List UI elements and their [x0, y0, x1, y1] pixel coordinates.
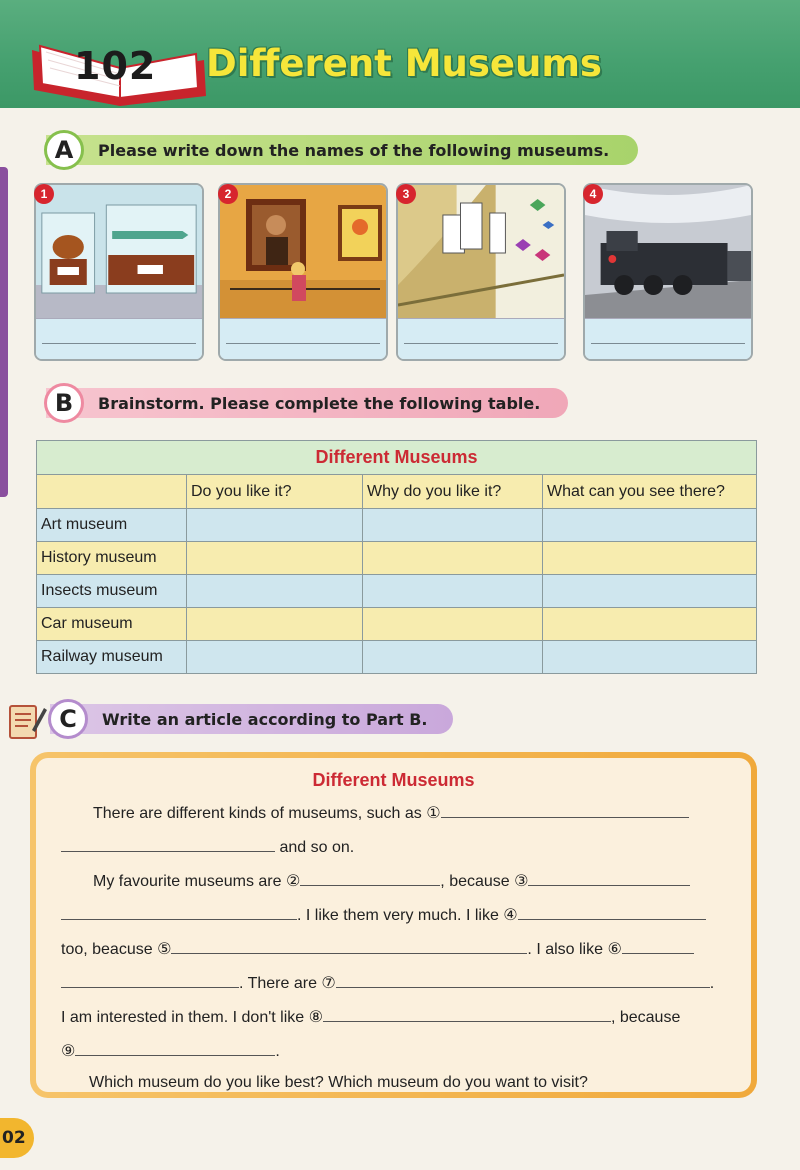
table-cell[interactable] — [543, 608, 757, 641]
blank-5[interactable] — [171, 938, 527, 954]
blank-1[interactable] — [441, 802, 689, 818]
museum-card-1 — [34, 183, 204, 361]
blank-9[interactable] — [75, 1040, 275, 1056]
blank-3-cont[interactable] — [61, 904, 297, 920]
table-cell[interactable] — [187, 542, 363, 575]
row-label-history: History museum — [37, 542, 187, 575]
blank-8[interactable] — [323, 1006, 611, 1022]
section-c-instruction: Write an article according to Part B. — [102, 709, 428, 729]
article-text: . I like them very much. I like ④ — [297, 907, 518, 924]
table-cell[interactable] — [363, 542, 543, 575]
article-line-3 — [93, 870, 690, 891]
section-c-banner — [50, 704, 453, 734]
writing-pen-icon — [6, 700, 48, 742]
section-a-letter: A — [44, 130, 84, 170]
table-header-why: Why do you like it? — [363, 475, 543, 509]
lesson-number: 102 — [74, 44, 157, 88]
blank-3[interactable] — [528, 870, 690, 886]
article-text: I am interested in them. I don't like ⑧ — [61, 1009, 323, 1026]
article-text: . I also like ⑥ — [527, 941, 622, 958]
card-number-4: 4 — [583, 184, 603, 204]
table-row — [37, 509, 757, 542]
row-label-insects: Insects museum — [37, 575, 187, 608]
section-b-instruction: Brainstorm. Please complete the following table. — [98, 393, 541, 413]
article-text: too, beacuse ⑤ — [61, 941, 172, 958]
section-a-instruction: Please write down the names of the following museums. — [98, 140, 610, 160]
blank-6-cont[interactable] — [61, 972, 239, 988]
answer-box-3[interactable] — [398, 318, 564, 361]
table-row — [37, 542, 757, 575]
museum-card-2 — [218, 183, 388, 361]
table-row — [37, 608, 757, 641]
blank-7[interactable] — [336, 972, 710, 988]
answer-box-2[interactable] — [220, 318, 386, 361]
article-line-8 — [61, 1040, 280, 1061]
table-cell[interactable] — [363, 641, 543, 674]
museum-table — [36, 440, 757, 674]
article-title: Different Museums — [312, 770, 475, 790]
article-line-6 — [61, 972, 714, 993]
article-line-5 — [61, 938, 694, 959]
article-line-2 — [61, 836, 354, 857]
insects-museum-scene — [398, 185, 564, 318]
section-b-letter: B — [44, 383, 84, 423]
blank-6[interactable] — [622, 938, 694, 954]
table-cell[interactable] — [543, 641, 757, 674]
row-label-art: Art museum — [37, 509, 187, 542]
article-text: . There are ⑦ — [239, 975, 336, 992]
museum-card-3 — [396, 183, 566, 361]
row-label-car: Car museum — [37, 608, 187, 641]
article-text: . — [275, 1043, 280, 1060]
article-line-4 — [61, 904, 706, 925]
article-text: , because — [610, 1009, 681, 1026]
card-number-3: 3 — [396, 184, 416, 204]
table-cell[interactable] — [187, 509, 363, 542]
table-cell[interactable] — [543, 575, 757, 608]
blank-1-cont[interactable] — [61, 836, 275, 852]
blank-2[interactable] — [300, 870, 440, 886]
page-number: 02 — [0, 1118, 34, 1158]
table-cell[interactable] — [363, 575, 543, 608]
history-museum-scene — [36, 185, 202, 318]
article-text: and so on. — [279, 839, 355, 856]
table-header-see: What can you see there? — [543, 475, 757, 509]
table-cell[interactable] — [187, 641, 363, 674]
table-header-like: Do you like it? — [187, 475, 363, 509]
page-title: Different Museums — [206, 42, 602, 85]
article-text: ⑨ — [61, 1043, 76, 1060]
answer-box-4[interactable] — [585, 318, 751, 361]
article-line-1 — [93, 802, 689, 823]
article-box — [30, 752, 757, 1098]
blank-4[interactable] — [518, 904, 706, 920]
table-cell[interactable] — [187, 608, 363, 641]
article-text: , because ③ — [440, 873, 529, 890]
art-museum-scene — [220, 185, 386, 318]
section-a-banner — [46, 135, 638, 165]
museum-card-4 — [583, 183, 753, 361]
section-b-banner — [46, 388, 568, 418]
table-cell[interactable] — [543, 542, 757, 575]
table-cell[interactable] — [363, 608, 543, 641]
answer-box-1[interactable] — [36, 318, 202, 361]
table-row — [37, 575, 757, 608]
article-line-9: Which museum do you like best? Which museum do you want to visit? — [89, 1074, 588, 1091]
table-cell[interactable] — [543, 509, 757, 542]
article-text: . — [709, 975, 715, 992]
railway-museum-scene — [585, 185, 751, 318]
side-tab — [0, 167, 8, 497]
table-cell[interactable] — [187, 575, 363, 608]
table-cell[interactable] — [363, 509, 543, 542]
article-line-7 — [61, 1006, 680, 1027]
card-number-2: 2 — [218, 184, 238, 204]
row-label-railway: Railway museum — [37, 641, 187, 674]
table-header-empty — [37, 475, 187, 509]
article-text: My favourite museums are ② — [93, 873, 301, 890]
table-row — [37, 641, 757, 674]
table-title: Different Museums — [37, 441, 757, 475]
article-text: There are different kinds of museums, such as ① — [93, 805, 441, 822]
section-c-letter: C — [48, 699, 88, 739]
card-number-1: 1 — [34, 184, 54, 204]
